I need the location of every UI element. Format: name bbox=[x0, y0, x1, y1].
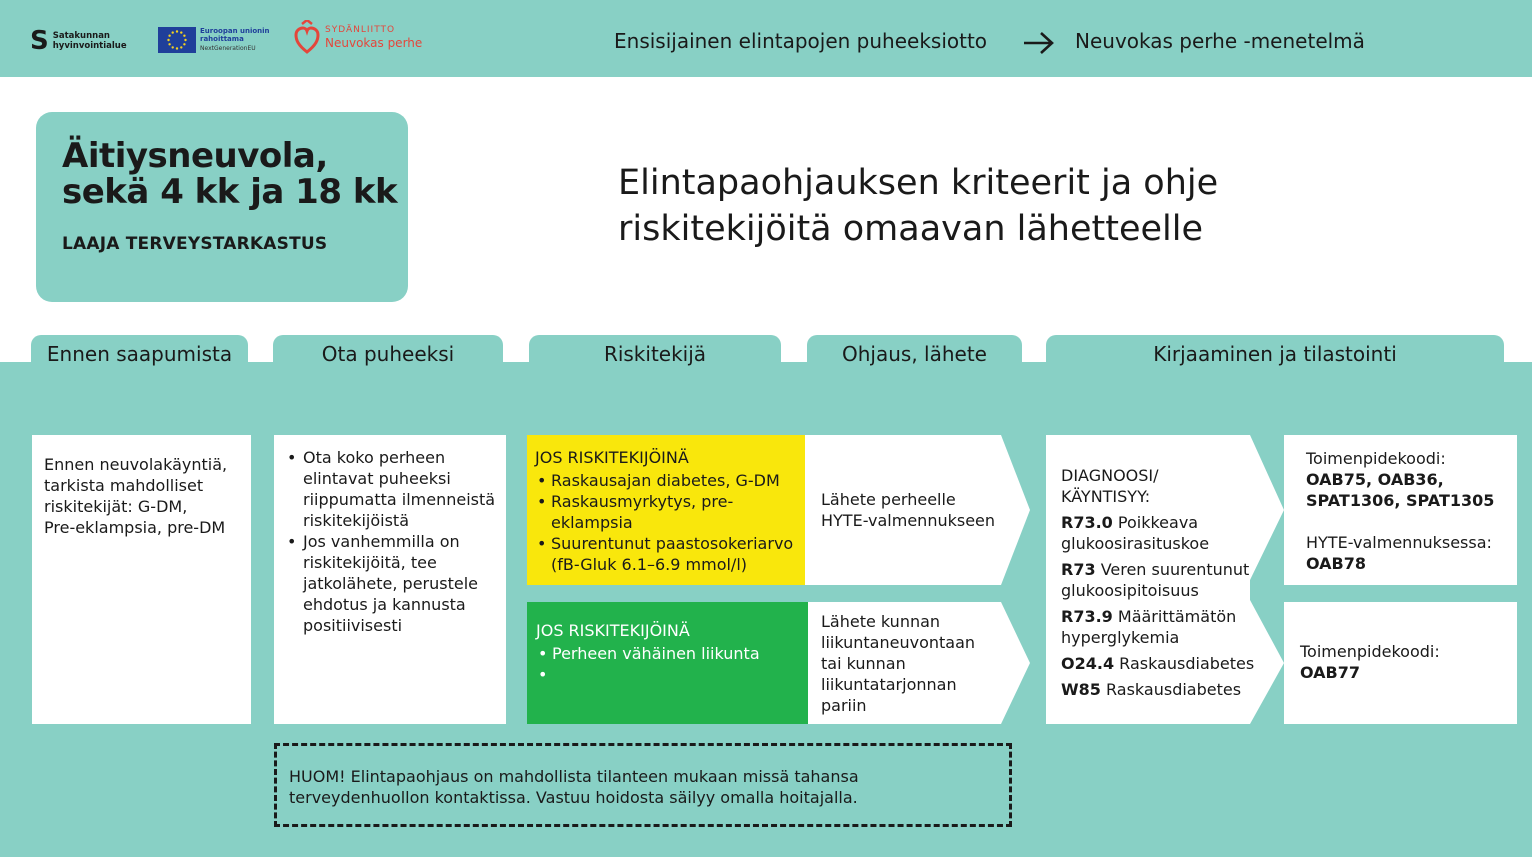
list-item: • Perheen vähäinen liikunta bbox=[536, 643, 808, 664]
logo-text: NextGenerationEU bbox=[200, 45, 256, 52]
list-item: • Suurentunut paastosokeriarvo (fB-Gluk 6.1–6.9 mmol/l) bbox=[535, 533, 805, 575]
hero-subtitle: LAAJA TERVEYSTARKASTUS bbox=[62, 234, 328, 254]
referral-text-1: Lähete perheelle HYTE-valmennukseen bbox=[821, 490, 996, 530]
logo-text: SYDÄNLIITTO bbox=[325, 24, 396, 35]
diagnosis-item: O24.4 Raskausdiabetes bbox=[1061, 654, 1255, 673]
referral-text-2: Lähete kunnan liikuntaneuvontaan tai kunnan liikuntatarjonnan pariin bbox=[821, 612, 976, 715]
procedure-codes-2: Toimenpidekoodi: OAB77 bbox=[1300, 642, 1440, 682]
procedure-codes-1: Toimenpidekoodi: OAB75, OAB36, SPAT1306, SPAT1305 HYTE-valmennuksessa: OAB78 bbox=[1306, 449, 1495, 573]
list-item: • Raskausajan diabetes, G-DM bbox=[535, 470, 805, 491]
logo-text: Euroopan unionin bbox=[200, 27, 270, 35]
logo-text: Satakunnan bbox=[52, 31, 110, 41]
hero-title: sekä 4 kk ja 18 kk bbox=[62, 172, 398, 212]
satakunta-s-icon: S bbox=[30, 26, 49, 56]
page-title: Elintapaohjauksen kriteerit ja ohje riskitekijöitä omaavan lähetteelle bbox=[618, 163, 1219, 249]
tab-risk-factor: Riskitekijä bbox=[529, 335, 781, 365]
note-box: HUOM! Elintapaohjaus on mahdollista tilanteen mukaan missä tahansa terveydenhuollon kontaktissa. Vastuu hoidosta säilyy omalla hoitajalla. bbox=[274, 743, 1012, 827]
flow-from-label: Ensisijainen elintapojen puheeksiotto bbox=[614, 29, 988, 53]
tab-before-arrival: Ennen saapumista bbox=[31, 335, 248, 365]
diagnosis-item: W85 Raskausdiabetes bbox=[1061, 680, 1242, 699]
before-arrival-card: Ennen neuvolakäyntiä, tarkista mahdolliset riskitekijät: G-DM, Pre-eklampsia, pre-DM bbox=[32, 435, 251, 724]
tab-recording-statistics: Kirjaaminen ja tilastointi bbox=[1046, 335, 1504, 365]
risk-heading: JOS RISKITEKIJÖINÄ bbox=[535, 448, 689, 467]
list-item: • Ota koko perheen elintavat puheeksi riippumatta ilmenneistä riskitekijöistä bbox=[285, 447, 506, 531]
hero-title: Äitiysneuvola, bbox=[62, 136, 328, 176]
risk-heading: JOS RISKITEKIJÖINÄ bbox=[536, 621, 690, 640]
logo-text: rahoittama bbox=[200, 35, 244, 43]
logo-text: hyvinvointialue bbox=[52, 41, 127, 51]
diagnosis-list: DIAGNOOSI/ KÄYNTISYY: R73.0 Poikkeava glukoosirasituskoe R73 Veren suurentunut glukoosipitoisuus R73.9 Määrittämätön hyperglykemia O24.4 Raskausdiabetes W85 Raskausdiabetes bbox=[1061, 465, 1261, 700]
list-item: • Raskausmyrkytys, pre- eklampsia bbox=[535, 491, 805, 533]
tab-talk: Ota puheeksi bbox=[273, 335, 503, 365]
diagnosis-item: R73.9 Määrittämätön hyperglykemia bbox=[1061, 607, 1237, 647]
diagnosis-item: R73 Veren suurentunut glukoosipitoisuus bbox=[1061, 560, 1250, 600]
list-item: • Jos vanhemmilla on riskitekijöitä, tee jatkolähete, perustele ehdotus ja kannusta positiivisesti bbox=[285, 531, 506, 636]
logo-text: Neuvokas perhe bbox=[325, 35, 423, 50]
diagnosis-item: R73.0 Poikkeava glukoosirasituskoe bbox=[1061, 513, 1210, 553]
tab-guidance-referral: Ohjaus, lähete bbox=[807, 335, 1022, 365]
flow-to-label: Neuvokas perhe -menetelmä bbox=[1075, 29, 1365, 53]
